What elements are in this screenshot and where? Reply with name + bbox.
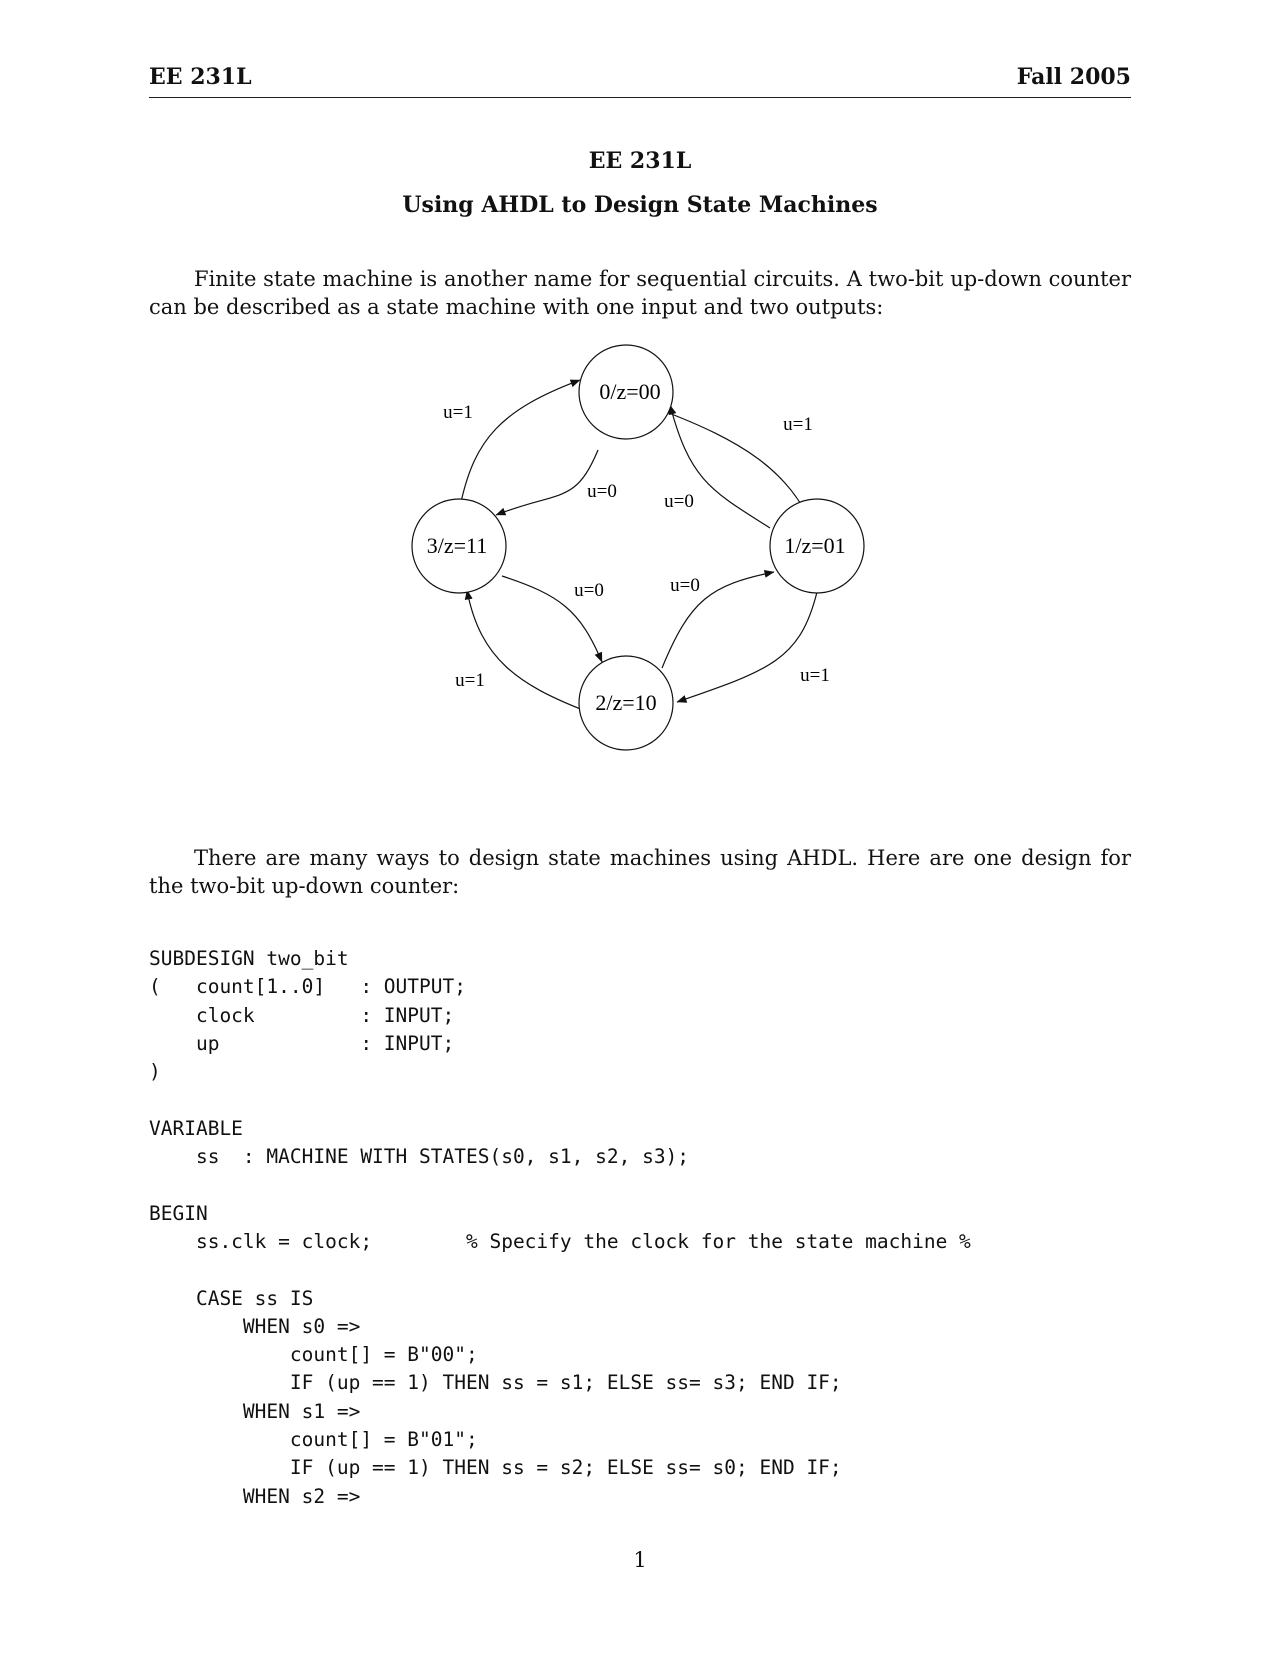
edge-label-s3-s2: u=0	[574, 580, 604, 601]
edge-label-s3-s0: u=1	[443, 402, 473, 423]
state-label-s3: 3/z=11	[426, 533, 488, 558]
code-line: ( count[1..0] : OUTPUT;	[149, 975, 466, 999]
code-line: WHEN s0 =>	[149, 1314, 361, 1338]
doc-title-course: EE 231L	[588, 148, 692, 174]
ahdl-code-listing	[149, 945, 1131, 1511]
state-diagram	[0, 340, 1280, 810]
code-line: count[] = B"00";	[149, 1343, 478, 1367]
edge-label-s2-s3: u=1	[455, 670, 485, 691]
code-line: SUBDESIGN two_bit	[149, 947, 349, 970]
code-line: BEGIN	[149, 1201, 208, 1225]
code-line	[149, 1171, 1131, 1199]
code-line: up : INPUT;	[149, 1031, 455, 1055]
intro-paragraph: Finite state machine is another name for sequential circuits. A two-bit up-down counter can be described as a state machine with one input and two outputs:	[149, 267, 1131, 319]
code-line: count[] = B"01";	[149, 1428, 478, 1452]
code-line: WHEN s2 =>	[149, 1484, 361, 1508]
header-rule	[149, 97, 1131, 98]
edge-s1-s2	[677, 592, 817, 702]
doc-title: Using AHDL to Design State Machines	[402, 192, 878, 218]
edge-label-s0-s3: u=0	[587, 481, 617, 502]
code-line: IF (up == 1) THEN ss = s2; ELSE ss= s0; END IF;	[149, 1456, 842, 1480]
code-line: VARIABLE	[149, 1116, 243, 1140]
edge-label-s1-s0: u=0	[664, 491, 694, 512]
code-line: ss.clk = clock; % Specify the clock for the state machine %	[149, 1229, 971, 1253]
edge-label-s0-s1: u=1	[783, 414, 813, 435]
edge-s3-s0	[461, 380, 580, 502]
edge-s0-s3	[496, 450, 598, 515]
state-label-s2: 2/z=10	[595, 690, 657, 715]
header-term: Fall 2005	[1016, 64, 1131, 90]
edge-label-s2-s1: u=0	[670, 575, 700, 596]
code-line: IF (up == 1) THEN ss = s1; ELSE ss= s3; END IF;	[149, 1371, 842, 1395]
code-line	[149, 1256, 1131, 1284]
state-label-s0: 0/z=00	[599, 379, 661, 404]
code-line: clock : INPUT;	[149, 1003, 455, 1027]
edge-label-s1-s2: u=1	[800, 665, 830, 686]
code-line: CASE ss IS	[149, 1286, 314, 1310]
edge-s2-s3	[467, 590, 583, 710]
code-line: )	[149, 1060, 161, 1084]
code-line: ss : MACHINE WITH STATES(s0, s1, s2, s3);	[149, 1145, 690, 1169]
design-paragraph: There are many ways to design state machines using AHDL. Here are one design for the two-bit up-down counter:	[149, 846, 1131, 898]
page-number: 1	[633, 1548, 647, 1572]
state-label-s1: 1/z=01	[784, 533, 846, 558]
code-line: WHEN s1 =>	[149, 1399, 361, 1423]
header-course: EE 231L	[149, 64, 252, 90]
code-line	[149, 1086, 1131, 1114]
